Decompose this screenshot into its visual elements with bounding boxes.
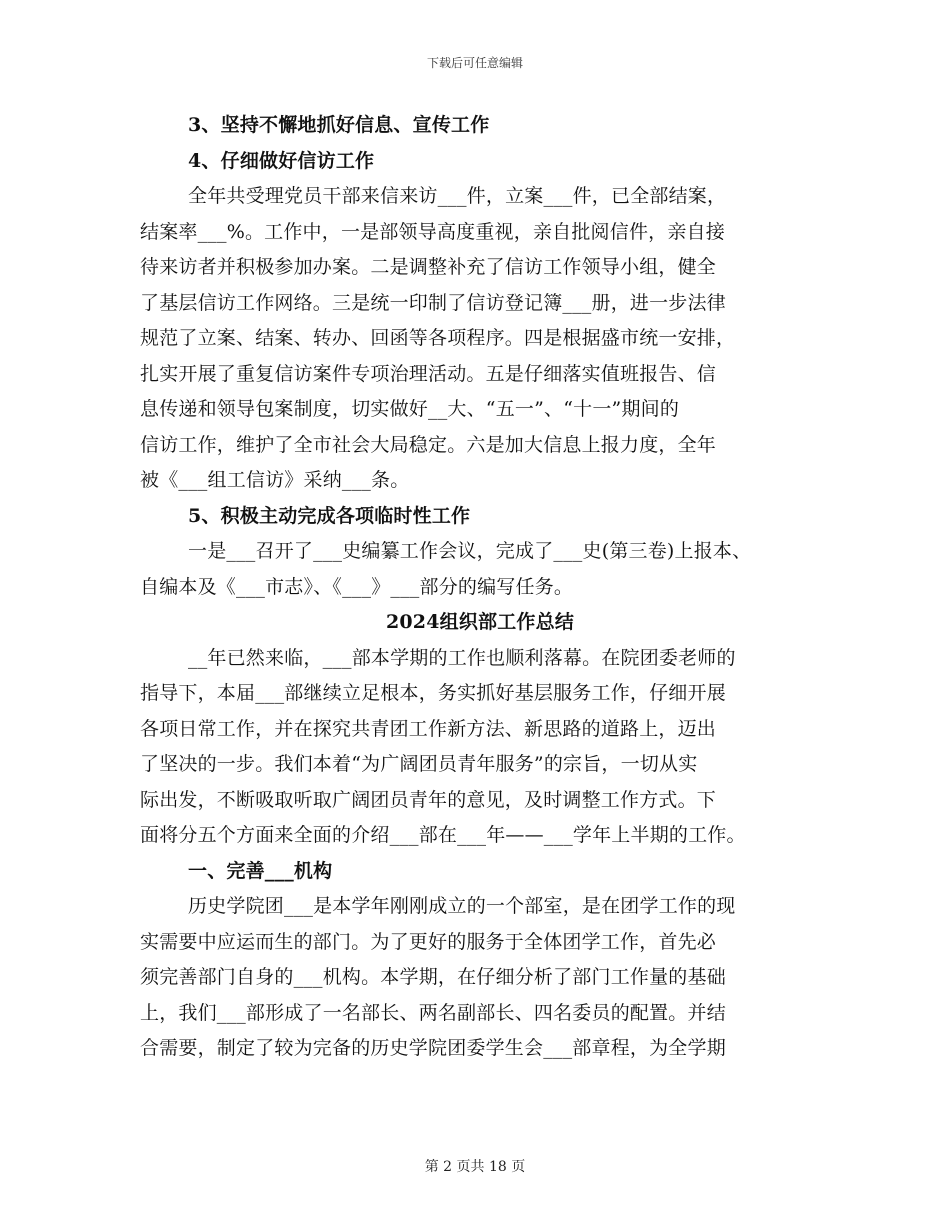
paragraph-line: 全年共受理党员干部来信来访___件，立案___件，已全部结案， bbox=[188, 185, 727, 207]
paragraph-line: 合需要，制定了较为完备的历史学院团委学生会___部章程，为全学期 bbox=[140, 1037, 726, 1059]
paragraph-line: __年已然来临，___部本学期的工作也顺利落幕。在院团委老师的 bbox=[188, 646, 736, 669]
paragraph-line: 息传递和领导包案制度，切实做好__大、“五一”、“十一”期间的 bbox=[140, 398, 680, 420]
paragraph-line: 指导下，本届___部继续立足根本，务实抓好基层服务工作，仔细开展 bbox=[140, 682, 726, 704]
paragraph-line: 各项日常工作，并在探究共青团工作新方法、新思路的道路上，迈出 bbox=[140, 717, 717, 740]
paragraph-line: 实需要中应运而生的部门。为了更好的服务于全体团学工作，首先必 bbox=[140, 930, 717, 953]
paragraph-line: 了坚决的一步。我们本着“为广阔团员青年服务”的宗旨，一切从实 bbox=[140, 753, 698, 775]
paragraph-line: 结案率___%。工作中，一是部领导高度重视，亲自批阅信件，亲自接 bbox=[140, 220, 725, 243]
section-heading: 3、坚持不懈地抓好信息、宣传工作 bbox=[188, 114, 490, 136]
section-heading: 5、积极主动完成各项临时性工作 bbox=[188, 504, 471, 527]
page-number: 第 2 页共 18 页 bbox=[424, 1159, 526, 1175]
paragraph-line: 规范了立案、结案、转办、回函等各项程序。四是根据盛市统一安排， bbox=[140, 327, 736, 349]
paragraph-line: 信访工作，维护了全市社会大局稳定。六是加大信息上报力度，全年 bbox=[140, 433, 717, 456]
document-body bbox=[140, 108, 820, 1067]
paragraph-line: 一是___召开了___史编纂工作会议，完成了___史(第三卷)上报本、 bbox=[188, 540, 752, 562]
paragraph-line: 上，我们___部形成了一名部长、两名副部长、四名委员的配置。并结 bbox=[140, 1001, 726, 1024]
section-heading: 4、仔细做好信访工作 bbox=[188, 149, 375, 172]
paragraph-line: 际出发，不断吸取听取广阔团员青年的意见，及时调整工作方式。下 bbox=[140, 788, 717, 811]
paragraph-line: 待来访者并积极参加办案。二是调整补充了信访工作领导小组，健全 bbox=[140, 256, 717, 278]
section-heading: 一、完善___机构 bbox=[188, 859, 333, 882]
paragraph-line: 自编本及《___市志》、《___》___部分的编写任务。 bbox=[140, 575, 574, 598]
paragraph-line: 了基层信访工作网络。三是统一印制了信访登记簿___册，进一步法律 bbox=[140, 291, 726, 314]
header-note: 下载后可任意编辑 bbox=[426, 56, 523, 70]
section-title: 2024组织部工作总结 bbox=[385, 611, 575, 633]
paragraph-line: 面将分五个方面来全面的介绍___部在___年——___学年上半期的工作。 bbox=[140, 824, 746, 846]
paragraph-line: 历史学院团___是本学年刚刚成立的一个部室，是在团学工作的现 bbox=[188, 895, 736, 917]
paragraph-line: 须完善部门自身的___机构。本学期，在仔细分析了部门工作量的基础 bbox=[140, 966, 726, 988]
paragraph-line: 扎实开展了重复信访案件专项治理活动。五是仔细落实值班报告、信 bbox=[140, 362, 717, 385]
paragraph-line: 被《___组工信访》采纳___条。 bbox=[140, 469, 410, 491]
